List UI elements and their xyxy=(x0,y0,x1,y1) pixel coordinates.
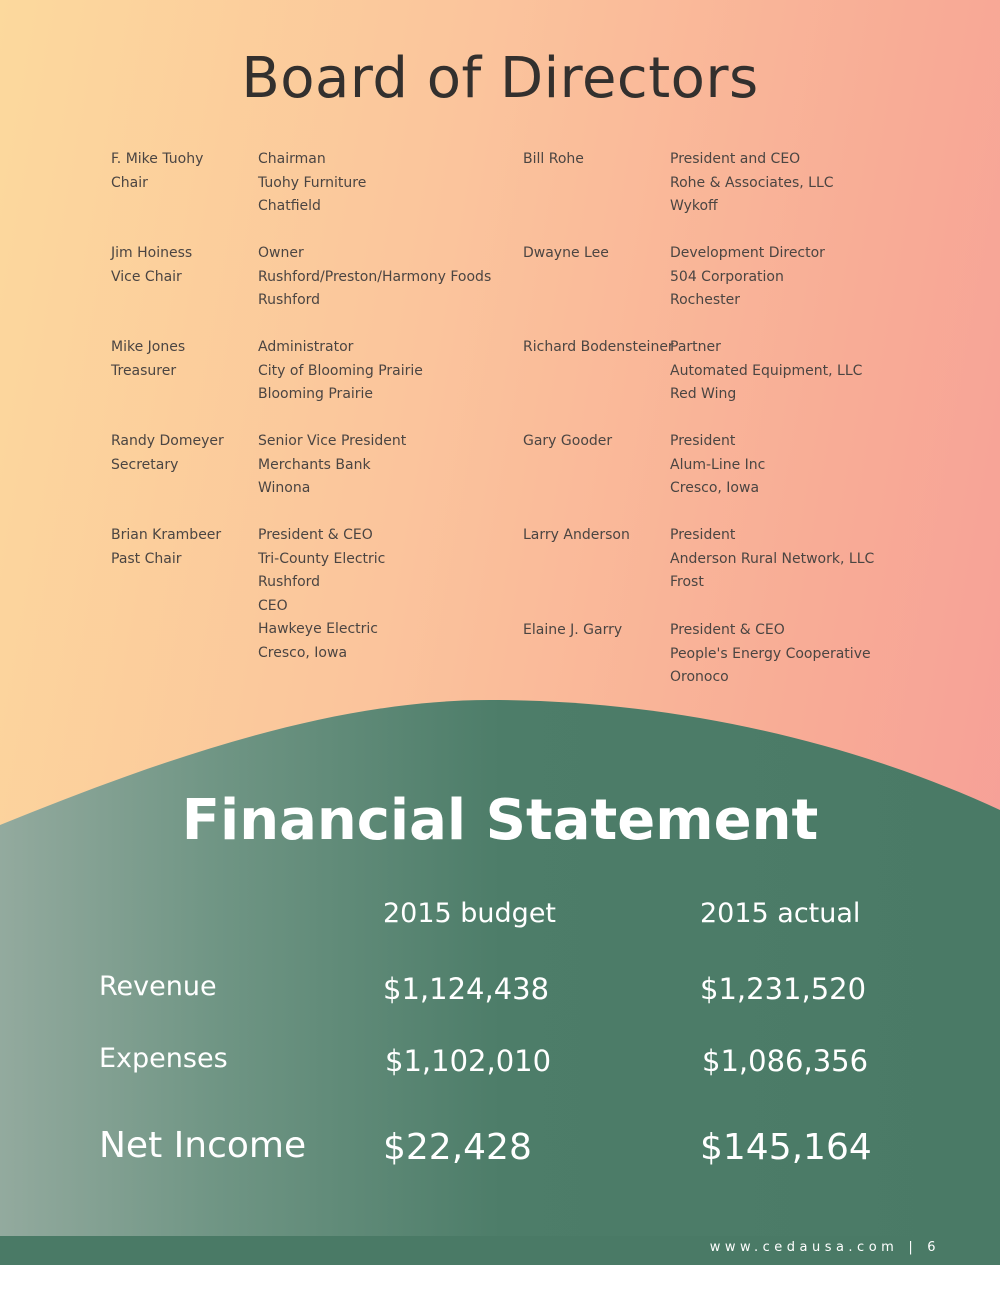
director-name-role xyxy=(111,336,185,383)
director-title: Administrator xyxy=(258,339,354,355)
director-name: Randy Domeyer xyxy=(111,433,224,449)
director-name xyxy=(523,619,622,643)
director-title: President and CEO xyxy=(670,151,801,167)
director-name xyxy=(523,148,584,172)
expenses-budget: $1,102,010 xyxy=(385,1044,552,1078)
director-city: Chatfield xyxy=(258,198,321,214)
director-role: Vice Chair xyxy=(111,268,182,285)
budget-column-header: 2015 budget xyxy=(383,898,557,929)
director-role: Treasurer xyxy=(111,362,177,379)
director-name: Larry Anderson xyxy=(523,527,630,543)
director-city: Winona xyxy=(258,480,311,496)
director-details xyxy=(670,430,765,501)
director-name: Gary Gooder xyxy=(523,433,613,449)
director-company: Merchants Bank xyxy=(258,456,371,473)
director-name-role xyxy=(111,524,221,571)
expenses-actual: $1,086,356 xyxy=(702,1044,869,1078)
director-company: City of Blooming Prairie xyxy=(258,362,423,379)
director-details xyxy=(258,242,491,313)
director-name: Bill Rohe xyxy=(523,151,584,167)
expenses-label: Expenses xyxy=(99,1043,228,1074)
director-title: Chairman xyxy=(258,151,326,167)
director-company: Tri-County Electric xyxy=(258,550,386,567)
director-city: Rushford xyxy=(258,292,321,308)
director-name xyxy=(523,524,630,548)
director-company: Anderson Rural Network, LLC xyxy=(670,550,875,567)
director-name xyxy=(523,430,612,454)
director-company: People's Energy Cooperative xyxy=(670,645,871,662)
director-details xyxy=(670,336,862,407)
director-title: President & CEO xyxy=(670,622,785,638)
director-city: Blooming Prairie xyxy=(258,386,374,402)
revenue-label: Revenue xyxy=(99,971,217,1002)
financial-title: Financial Statement xyxy=(181,788,819,853)
director-role: Past Chair xyxy=(111,550,182,567)
director-company: Tuohy Furniture xyxy=(258,174,367,191)
director-details xyxy=(670,148,834,219)
director-city: Cresco, Iowa xyxy=(258,644,348,661)
director-company: Automated Equipment, LLC xyxy=(670,362,863,379)
footer xyxy=(0,1236,940,1265)
director-company: Rohe & Associates, LLC xyxy=(670,174,834,191)
director-name-role xyxy=(111,430,224,477)
director-details xyxy=(258,336,423,407)
director-name: Elaine J. Garry xyxy=(523,622,623,638)
director-name: Brian Krambeer xyxy=(111,527,222,543)
director-details xyxy=(670,619,871,690)
footer-separator: | xyxy=(908,1240,918,1255)
director-company: Rushford/Preston/Harmony Foods xyxy=(258,268,492,285)
director-city: Rochester xyxy=(670,292,740,308)
director-name: Jim Hoiness xyxy=(111,245,193,261)
net-income-label: Net Income xyxy=(99,1125,307,1166)
director-name: Richard Bodensteiner xyxy=(523,339,674,355)
director-role: Secretary xyxy=(111,456,179,473)
director-name: F. Mike Tuohy xyxy=(111,151,204,167)
director-name-role xyxy=(111,242,192,289)
director-city: Oronoco xyxy=(670,669,729,685)
director-details xyxy=(258,524,385,665)
director-title: Senior Vice President xyxy=(258,433,407,449)
director-company: Alum-Line Inc xyxy=(670,456,766,473)
director-company: Hawkeye Electric xyxy=(258,621,379,637)
director-name: Mike Jones xyxy=(111,339,186,355)
director-name: Dwayne Lee xyxy=(523,245,609,261)
actual-column-header: 2015 actual xyxy=(700,898,861,929)
revenue-budget: $1,124,438 xyxy=(383,972,550,1006)
director-role: Chair xyxy=(111,174,148,191)
net-income-actual: $145,164 xyxy=(700,1127,872,1168)
director-city: Red Wing xyxy=(670,386,737,402)
revenue-actual: $1,231,520 xyxy=(700,972,867,1006)
website-link[interactable]: www.cedausa.com xyxy=(709,1240,899,1255)
director-title: President xyxy=(670,527,736,543)
director-city: Cresco, Iowa xyxy=(670,480,760,496)
director-name xyxy=(523,242,609,266)
director-city: Wykoff xyxy=(670,198,718,214)
director-details xyxy=(258,148,366,219)
board-title: Board of Directors xyxy=(241,46,759,111)
director-title: CEO xyxy=(258,597,288,614)
director-title: Development Director xyxy=(670,245,825,261)
director-company: 504 Corporation xyxy=(670,268,784,285)
director-details xyxy=(670,524,874,595)
director-name-role xyxy=(111,148,203,195)
director-title: President & CEO xyxy=(258,527,373,543)
page-number: 6 xyxy=(927,1240,940,1255)
net-income-budget: $22,428 xyxy=(383,1127,532,1168)
director-title: President xyxy=(670,433,736,449)
director-title: Partner xyxy=(670,339,721,355)
director-title: Owner xyxy=(258,245,304,261)
director-city: Rushford xyxy=(258,574,321,590)
director-name xyxy=(523,336,674,360)
director-details xyxy=(670,242,825,313)
director-details xyxy=(258,430,406,501)
director-city: Frost xyxy=(670,574,704,590)
